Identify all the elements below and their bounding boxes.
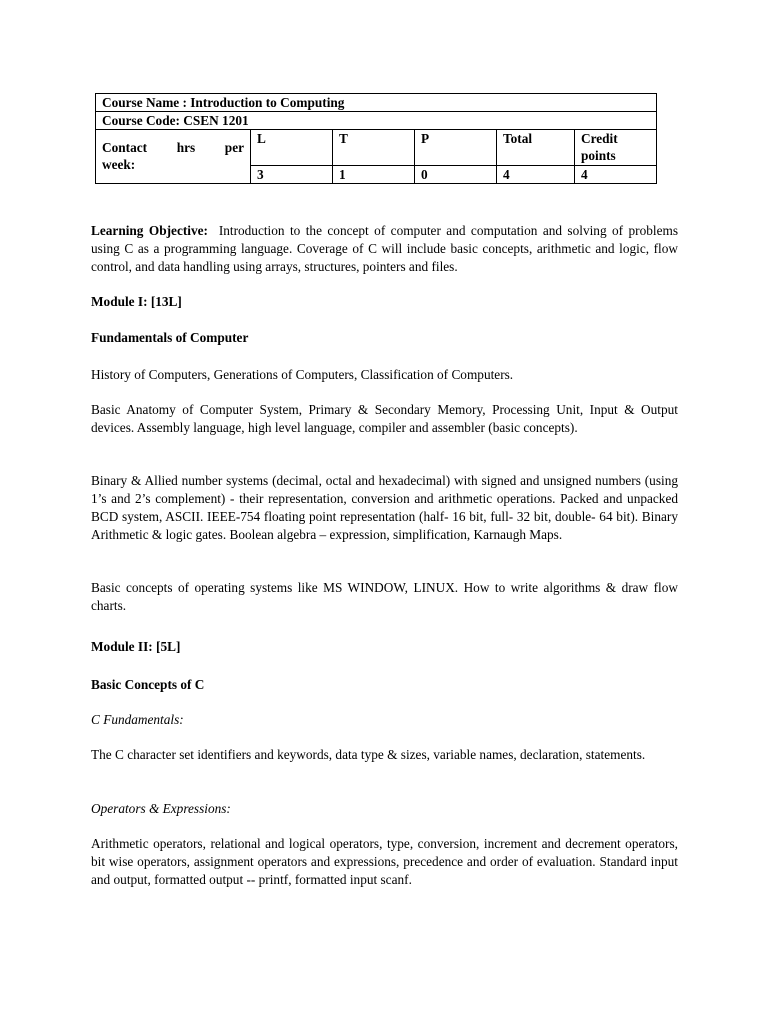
value-t: 1 <box>333 166 415 184</box>
course-name-row <box>96 94 657 112</box>
module1-paragraph: Basic concepts of operating systems like MS WINDOW, LINUX. How to write algorithms & draw flow charts. <box>91 580 678 613</box>
course-name: Course Name : Introduction to Computing <box>96 94 657 112</box>
module2-title: Module II: [5L] <box>91 639 181 654</box>
module2-subtitle: Basic Concepts of C <box>91 677 205 692</box>
header-credit-points: Credit points <box>575 130 657 166</box>
module1-paragraph: Basic Anatomy of Computer System, Primary & Secondary Memory, Processing Unit, Input & Output devices. Assembly language, high level language, compiler and assembler (basic concepts). <box>91 402 678 435</box>
course-code: Course Code: CSEN 1201 <box>96 112 657 130</box>
c-fundamentals-heading: C Fundamentals: <box>91 712 184 727</box>
module1-title: Module I: [13L] <box>91 294 182 309</box>
value-total: 4 <box>497 166 575 184</box>
value-credit-points: 4 <box>575 166 657 184</box>
header-total: Total <box>497 130 575 166</box>
contact-hours-label <box>96 130 251 184</box>
module1-paragraph: Binary & Allied number systems (decimal, octal and hexadecimal) with signed and unsigned numbers (using 1’s and 2’s complement) - their representation, conversion and arithmetic operations. Packed and unpacked BCD system, ASCII. IEEE-754 floating point representation (half- 16 bit, full- 32 bit, double- 64 bit). Binary Arithmetic & logic gates. Boolean algebra – expression, simplification, Karnaugh Maps. <box>91 473 678 542</box>
operators-text: Arithmetic operators, relational and logical operators, type, conversion, increment and decrement operators, bit wise operators, assignment operators and expressions, precedence and order of evaluation. Standard input and output, formatted output -- printf, formatted input scanf. <box>91 836 678 887</box>
course-info-table <box>95 93 657 184</box>
learning-objective-label: Learning Objective: <box>91 223 208 238</box>
header-l: L <box>251 130 333 166</box>
course-code-row <box>96 112 657 130</box>
header-p: P <box>415 130 497 166</box>
module1-subtitle: Fundamentals of Computer <box>91 330 249 345</box>
c-fundamentals-text: The C character set identifiers and keywords, data type & sizes, variable names, declaration, statements. <box>91 747 646 762</box>
contact-header-row <box>96 130 657 166</box>
module1-paragraph: History of Computers, Generations of Computers, Classification of Computers. <box>91 367 514 382</box>
learning-objective <box>91 222 678 276</box>
contact-label-line2: week: <box>102 157 136 172</box>
operators-heading: Operators & Expressions: <box>91 801 231 816</box>
header-t: T <box>333 130 415 166</box>
learning-objective-text: Introduction to the concept of computer and computation and solving of problems using C as a programming language. Coverage of C will include basic concepts, arithmetic and logic, flow control, and data handling using arrays, structures, pointers and files. <box>91 223 679 274</box>
contact-label-line1: Contact hrs per <box>102 140 244 155</box>
value-l: 3 <box>251 166 333 184</box>
value-p: 0 <box>415 166 497 184</box>
